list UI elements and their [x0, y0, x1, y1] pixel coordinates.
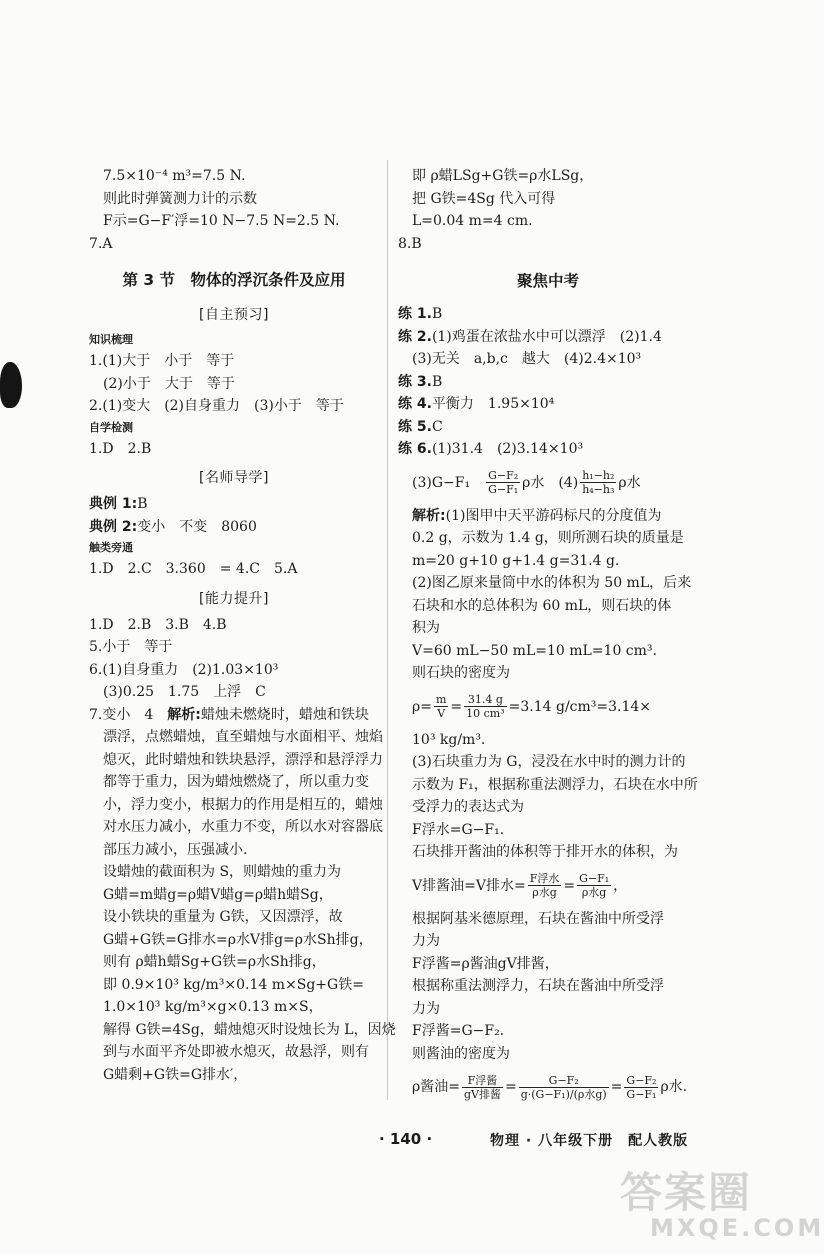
fraction — [462, 1074, 503, 1101]
formula-text: ， — [613, 877, 628, 894]
formula-text: (3)G−F₁ — [412, 474, 485, 491]
fraction-numerator: G−F₂ — [519, 1074, 609, 1088]
answer-line: 7.A — [89, 235, 113, 252]
fraction — [434, 693, 448, 720]
explanation-line: 力为 — [412, 933, 440, 949]
answer-line: 1.(1)大于 小于 等于 — [89, 353, 235, 369]
explanation-line: 部压力减小，压强减小. — [103, 841, 248, 858]
topic-heading: 触类旁通 — [89, 541, 133, 554]
practice-answer: B — [431, 373, 443, 390]
fraction-denominator: g·(G−F₁)/(ρ水g) — [520, 1087, 607, 1101]
example-answer: B — [137, 496, 148, 512]
answer-line — [89, 493, 379, 516]
fraction — [577, 872, 611, 899]
watermark-text: 答案圈 — [620, 1168, 753, 1217]
practice-line — [398, 393, 698, 416]
answer-line — [89, 704, 379, 727]
explanation-line: 即 0.9×10³ kg/m³×0.14 m×Sg+G铁= — [103, 976, 364, 993]
fraction-numerator: m — [435, 693, 447, 706]
explanation-line: 设蜡烛的截面积为 S，则蜡烛的重力为 — [103, 864, 342, 880]
formula-text: ρ= — [412, 698, 432, 715]
formula-text: ρ水. — [660, 1079, 688, 1095]
practice-line: (3)无关 a,b,c 越大 (4)2.4×10³ — [412, 351, 642, 367]
practice-label: 练 2. — [398, 328, 432, 345]
explanation-line: 熄灭，此时蜡烛和铁块悬浮，漂浮和悬浮浮力 — [103, 751, 383, 768]
answer-text: 7.变小 4 — [89, 706, 168, 723]
text-line: 7.5×10⁻⁴ m³=7.5 N. — [103, 168, 246, 184]
explanation-line: G蜡+G铁=G排水=ρ水V排g=ρ水Sh排g， — [103, 931, 373, 948]
explanation-line: 0.2 g，示数为 1.4 g，则所测石块的质量是 — [412, 530, 684, 546]
answer-line: 1.D 2.B 3.B 4.B — [89, 616, 227, 633]
fraction-numerator: G−F₁ — [579, 872, 610, 885]
answer-line: 5.小于 等于 — [89, 639, 173, 655]
fraction-numerator: G−F₂ — [488, 469, 519, 482]
explanation-line: 根据称重法测浮力，石块在酱油中所受浮 — [412, 978, 664, 994]
fraction — [519, 1074, 609, 1101]
explanation-line: 积为 — [412, 620, 440, 636]
practice-label: 练 6. — [398, 441, 432, 457]
practice-answer: B — [431, 306, 443, 322]
analysis-text: 蜡烛未燃烧时，蜡烛和铁块 — [200, 706, 369, 723]
scan-ink-blot — [0, 362, 22, 408]
formula-line — [398, 461, 698, 505]
explanation-line — [398, 505, 698, 528]
answer-line — [89, 516, 379, 539]
explanation-line: 10³ kg/m³. — [412, 731, 486, 748]
practice-line — [398, 303, 698, 326]
watermark-logo — [620, 1160, 824, 1250]
fraction — [528, 872, 562, 899]
fraction — [580, 469, 616, 496]
fraction-numerator: F浮酱 — [462, 1074, 503, 1088]
fraction — [486, 469, 520, 496]
practice-label: 练 1. — [398, 306, 432, 322]
fraction-denominator: ρ水g — [532, 886, 557, 899]
fraction-denominator: gV排酱 — [463, 1087, 501, 1101]
explanation-line: (3)石块重力为 G，浸没在水中时的测力计的 — [412, 754, 686, 770]
explanation-line: G蜡剩+G铁=G排水′， — [103, 1066, 248, 1083]
watermark-url: MXQE.COM — [650, 1214, 824, 1242]
explanation-line: F浮酱=G−F₂. — [412, 1023, 505, 1039]
page-number: · 140 · — [379, 1130, 433, 1148]
fraction — [624, 1074, 658, 1101]
example-label: 典例 2: — [89, 518, 138, 535]
formula-text: =3.14 g/cm³=3.14× — [508, 698, 652, 715]
fraction-denominator: G−F₁ — [626, 1087, 657, 1101]
explanation-line: 解得 G铁=4Sg，蜡烛熄灭时设烛长为 L，因烧 — [103, 1021, 396, 1038]
explanation-line: 小，浮力变小，根据力的作用是相互的，蜡烛 — [103, 796, 383, 813]
answer-line: 1.D 2.C 3.360 = 4.C 5.A — [89, 561, 298, 577]
formula-line — [398, 1065, 698, 1109]
answer-line: 1.D 2.B — [89, 440, 152, 457]
explanation-line: 对水压力减小，水重力不变，所以水对容器底 — [103, 819, 383, 835]
answer-line: (3)0.25 1.75 上浮 C — [103, 684, 266, 700]
formula-text: = — [450, 698, 463, 715]
formula-text: ρ酱油= — [412, 1079, 460, 1095]
book-title-footer: 物理 · 八年级下册 配人教版 — [490, 1133, 689, 1149]
explanation-line: m=20 g+10 g+1.4 g=31.4 g. — [412, 552, 620, 569]
explanation-line: 则酱油的密度为 — [412, 1045, 510, 1062]
explanation-line: 都等于重力，因为蜡烛燃烧了，所以重力变 — [103, 774, 369, 790]
topic-heading: 自学检测 — [89, 420, 133, 434]
practice-line — [398, 326, 698, 349]
practice-label: 练 3. — [398, 373, 432, 390]
formula-text: = — [610, 1079, 623, 1095]
section-title: 第 3 节 物体的浮沉条件及应用 — [122, 271, 346, 289]
left-column — [89, 165, 396, 1086]
analysis-label: 解析: — [167, 706, 201, 723]
topic-heading: 知识梳理 — [89, 333, 133, 346]
fraction-denominator: h₄−h₃ — [582, 483, 615, 496]
fraction-numerator: h₁−h₂ — [582, 469, 615, 482]
example-answer: 变小 不变 8060 — [137, 518, 257, 535]
explanation-line: 到与水面平齐处即被水熄灭，故悬浮，则有 — [103, 1044, 369, 1060]
fraction-numerator: F浮水 — [529, 872, 560, 885]
section-title: 聚焦中考 — [516, 272, 579, 290]
subsection-heading: [能力提升] — [199, 590, 269, 607]
explanation-line: 根据阿基米德原理，石块在酱油中所受浮 — [412, 910, 664, 927]
fraction-denominator: V — [437, 707, 446, 720]
explanation-line: V=60 mL−50 mL=10 mL=10 cm³. — [412, 642, 657, 659]
practice-answer: (1)31.4 (2)3.14×10³ — [431, 441, 584, 457]
formula-line — [398, 864, 698, 908]
explanation-line: (2)图乙原来量筒中水的体积为 50 mL，后来 — [412, 575, 692, 591]
fraction — [464, 693, 507, 720]
practice-answer: (1)鸡蛋在浓盐水中可以漂浮 (2)1.4 — [431, 328, 662, 345]
fraction-denominator: ρ水g — [581, 886, 607, 899]
explanation-line: 受浮力的表达式为 — [412, 799, 524, 815]
practice-line — [398, 416, 698, 439]
text-line: 把 G铁=4Sg 代入可得 — [412, 190, 556, 207]
example-label: 典例 1: — [89, 496, 138, 512]
explanation-line: 则石块的密度为 — [412, 665, 510, 681]
fraction-denominator: G−F₁ — [488, 483, 519, 496]
fraction-numerator: 31.4 g — [464, 693, 507, 707]
practice-label: 练 4. — [398, 396, 432, 412]
answer-line: 8.B — [398, 235, 422, 252]
text-line: L=0.04 m=4 cm. — [412, 213, 533, 229]
formula-text: ρ水 — [618, 474, 641, 491]
explanation-line: 设小铁块的重量为 G铁，又因漂浮，故 — [103, 909, 343, 925]
answer-line: 2.(1)变大 (2)自身重力 (3)小于 等于 — [89, 398, 344, 414]
explanation-line: F浮水=G−F₁. — [412, 821, 505, 838]
explanation-line: 漂浮，点燃蜡烛，直至蜡烛与水面相平、烛焰 — [103, 729, 383, 745]
practice-label: 练 5. — [398, 418, 432, 435]
column-divider — [387, 160, 388, 1100]
right-column — [398, 165, 698, 1109]
fraction-denominator: 10 cm³ — [466, 707, 505, 720]
explanation-line: 石块排开酱油的体积等于排开水的体积，为 — [412, 844, 678, 860]
answer-line: 6.(1)自身重力 (2)1.03×10³ — [89, 661, 279, 678]
practice-answer: 平衡力 1.95×10⁴ — [431, 396, 555, 412]
explanation-line: G蜡=m蜡g=ρ蜡V蜡g=ρ蜡h蜡Sg， — [103, 886, 333, 903]
formula-line — [398, 685, 698, 729]
subsection-heading: [名师导学] — [199, 470, 269, 486]
practice-line — [398, 438, 698, 461]
practice-answer: C — [431, 418, 443, 435]
explanation-line: 石块和水的总体积为 60 mL，则石块的体 — [412, 597, 672, 614]
formula-text: = — [563, 877, 576, 894]
practice-line — [398, 371, 698, 394]
analysis-text: (1)图甲中天平游码标尺的分度值为 — [445, 507, 662, 524]
explanation-line: F浮酱=ρ酱油gV排酱， — [412, 955, 559, 972]
fraction-numerator: G−F₂ — [626, 1073, 657, 1087]
explanation-line: 则有 ρ蜡h蜡Sg+G铁=ρ水Sh排g， — [103, 954, 326, 970]
analysis-label: 解析: — [412, 507, 446, 524]
answer-line: (2)小于 大于 等于 — [103, 375, 235, 392]
subsection-heading: [自主预习] — [199, 307, 269, 323]
explanation-line: 示数为 F₁，根据称重法测浮力，石块在水中所 — [412, 776, 698, 793]
formula-text: = — [504, 1079, 517, 1095]
explanation-line: 1.0×10³ kg/m³×g×0.13 m×S， — [103, 999, 323, 1015]
formula-text: ρ水 (4) — [522, 474, 579, 491]
explanation-line: 力为 — [412, 1000, 440, 1017]
text-line: 则此时弹簧测力计的示数 — [103, 190, 257, 207]
text-line: 即 ρ蜡LSg+G铁=ρ水LSg， — [412, 168, 594, 184]
text-line: F示=G−F′浮=10 N−7.5 N=2.5 N. — [103, 213, 340, 229]
formula-text: V排酱油=V排水= — [412, 877, 526, 894]
